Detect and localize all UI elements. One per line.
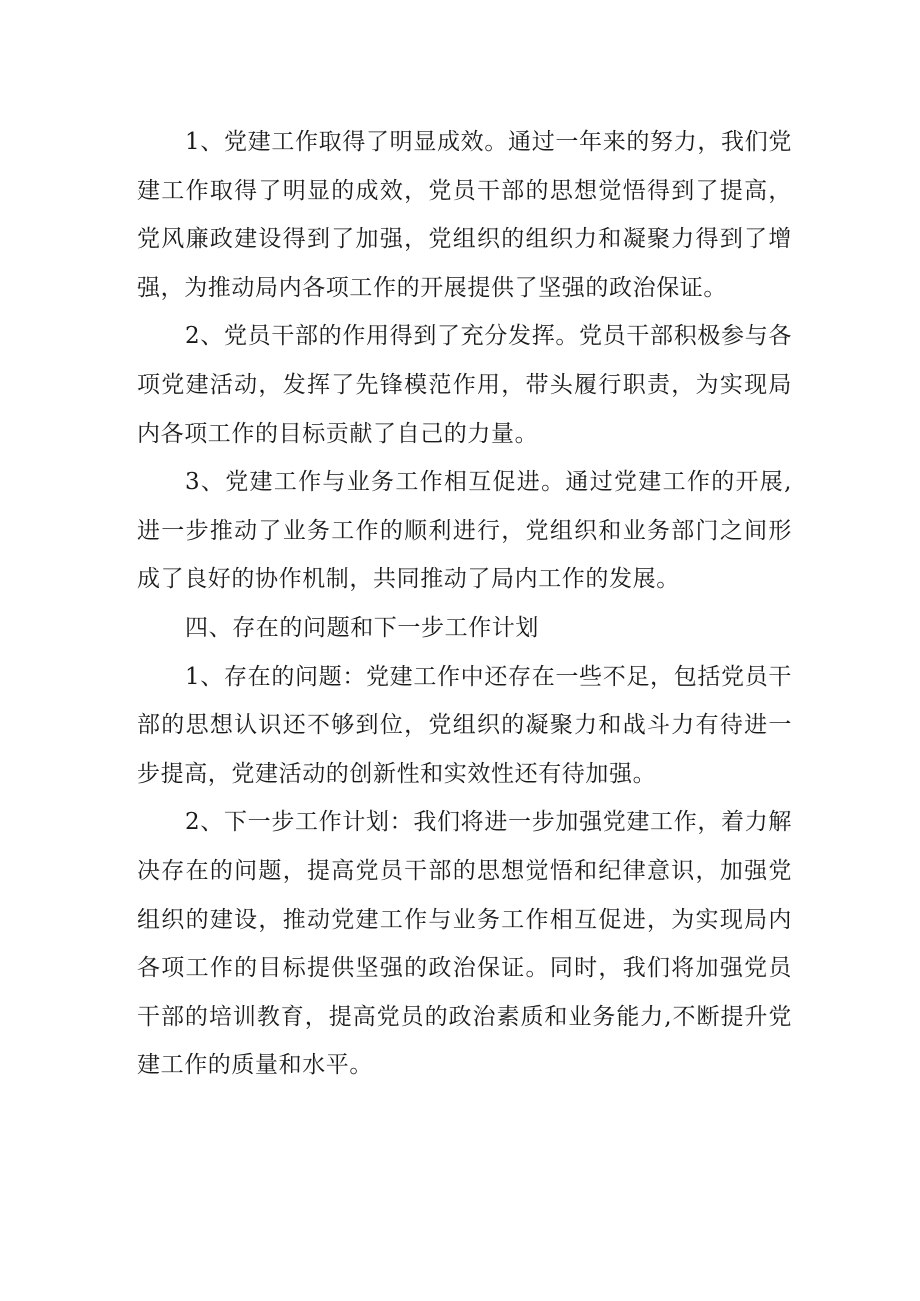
paragraph-problems: 1、存在的问题：党建工作中还存在一些不足，包括党员干部的思想认识还不够到位，党组织的凝聚力和战斗力有待进一步提高，党建活动的创新性和实效性还有待加强。 bbox=[137, 663, 792, 787]
section-heading: 四、存在的问题和下一步工作计划 bbox=[185, 614, 539, 641]
paragraph-achievement-2: 2、党员干部的作用得到了充分发挥。党员干部积极参与各项党建活动，发挥了先锋模范作用，带头履行职责，为实现局内各项工作的目标贡献了自己的力量。 bbox=[137, 323, 792, 447]
paragraph-next-plan: 2、下一步工作计划：我们将进一步加强党建工作，着力解决存在的问题，提高党员干部的思想觉悟和纪律意识，加强党组织的建设，推动党建工作与业务工作相互促进，为实现局内各项工作的目标提供坚强的政治保证。同时，我们将加强党员干部的培训教育，提高党员的政治素质和业务能力,不断提升党建工作的质量和水平。 bbox=[137, 809, 792, 1079]
document-body bbox=[137, 118, 792, 1090]
paragraph-achievement-3: 3、党建工作与业务工作相互促进。通过党建工作的开展,进一步推动了业务工作的顺利进行，党组织和业务部门之间形成了良好的协作机制，共同推动了局内工作的发展。 bbox=[137, 469, 792, 593]
paragraph-achievement-1: 1、党建工作取得了明显成效。通过一年来的努力，我们党建工作取得了明显的成效，党员干部的思想觉悟得到了提高，党风廉政建设得到了加强，党组织的组织力和凝聚力得到了增强，为推动局内各项工作的开展提供了坚强的政治保证。 bbox=[137, 129, 792, 301]
